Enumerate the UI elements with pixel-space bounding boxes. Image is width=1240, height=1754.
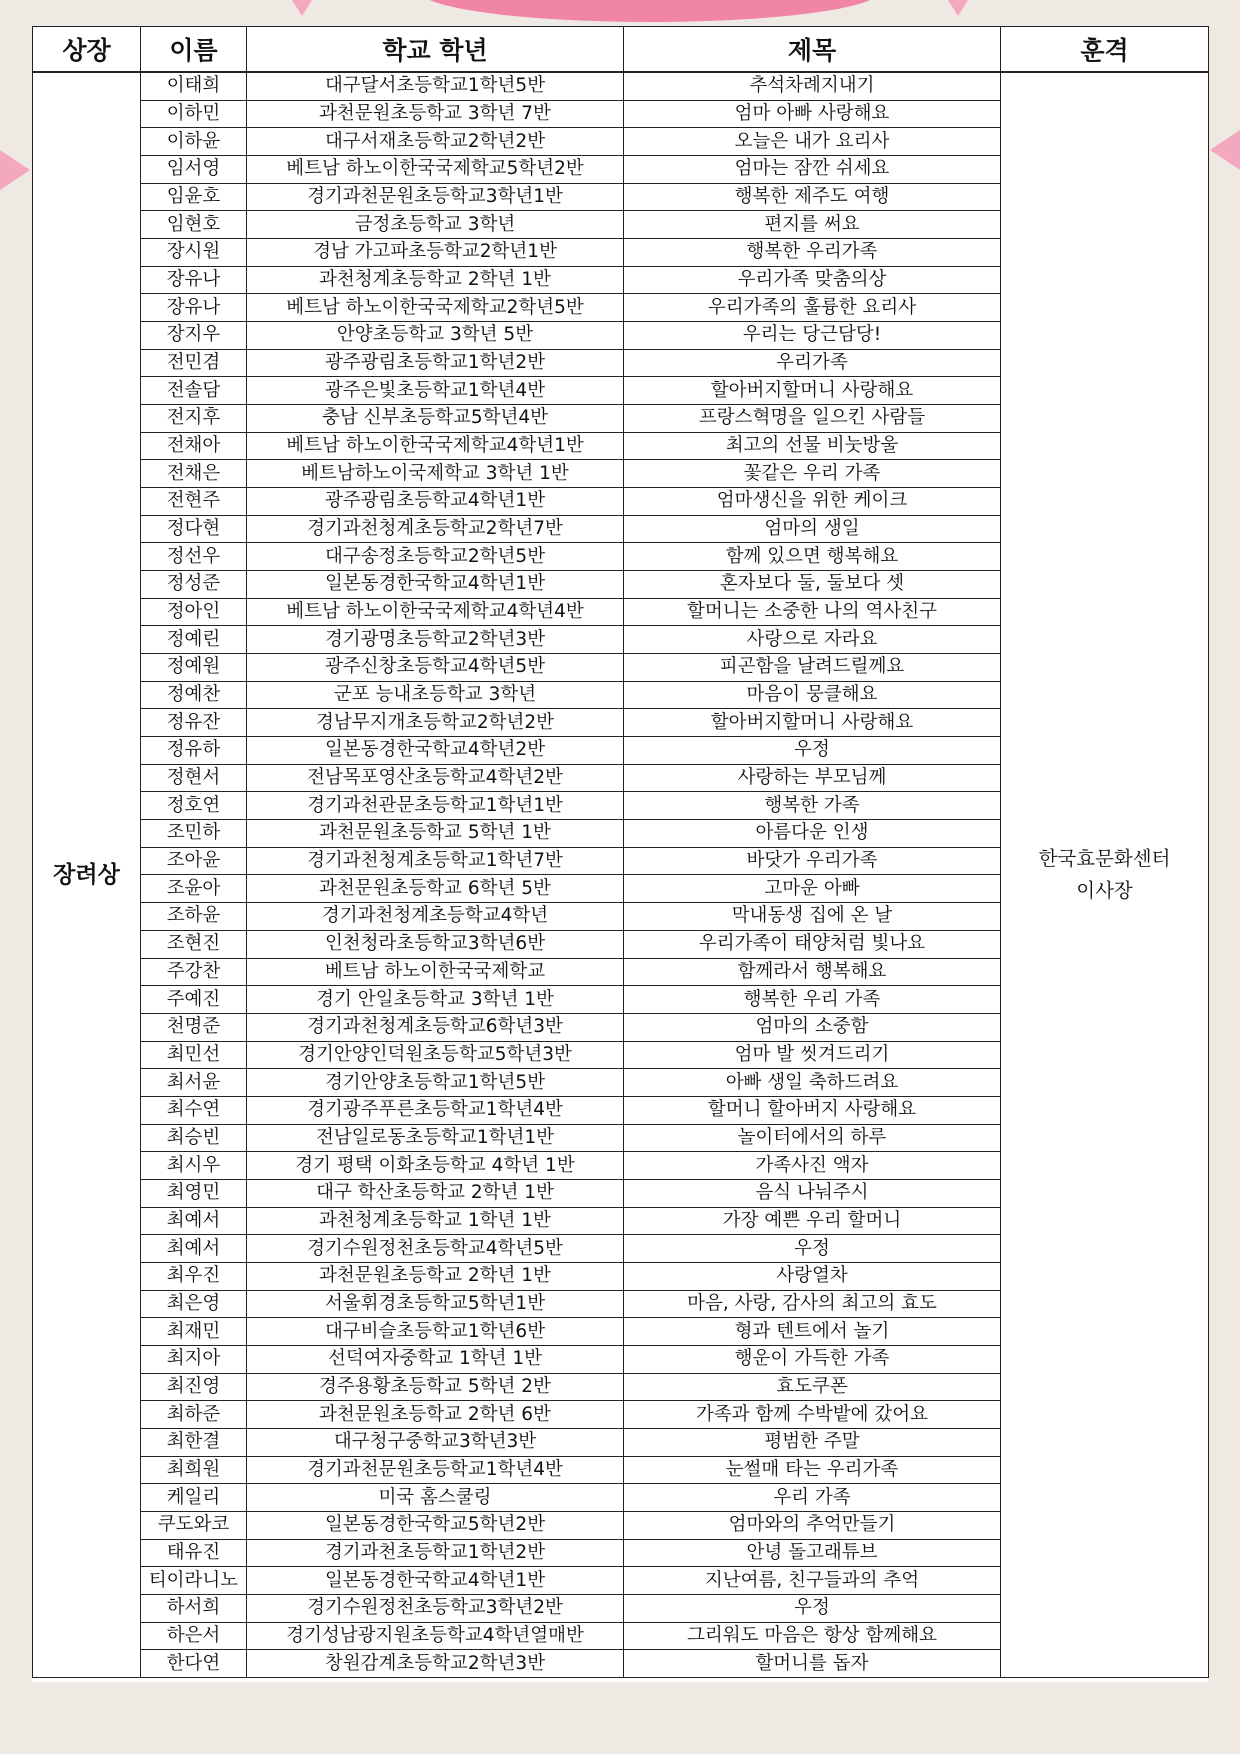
school-grade-cell: 베트남 하노이한국국제학교4학년1반 <box>247 432 624 460</box>
school-grade-cell: 과천문원초등학교 3학년 7반 <box>247 100 624 128</box>
student-name-cell: 조윤아 <box>141 875 247 903</box>
school-grade-cell: 경기광명초등학교2학년3반 <box>247 626 624 654</box>
school-grade-cell: 경기 안일초등학교 3학년 1반 <box>247 986 624 1014</box>
school-grade-cell: 과천문원초등학교 6학년 5반 <box>247 875 624 903</box>
school-grade-cell: 선덕여자중학교 1학년 1반 <box>247 1345 624 1373</box>
school-grade-cell: 경기 평택 이화초등학교 4학년 1반 <box>247 1152 624 1180</box>
student-name-cell: 최수연 <box>141 1096 247 1124</box>
student-name-cell: 케일리 <box>141 1484 247 1512</box>
work-title-cell: 행복한 가족 <box>624 792 1001 820</box>
student-name-cell: 최승빈 <box>141 1124 247 1152</box>
school-grade-cell: 안양초등학교 3학년 5반 <box>247 322 624 350</box>
work-title-cell: 할머니는 소중한 나의 역사친구 <box>624 598 1001 626</box>
school-grade-cell: 광주신창초등학교4학년5반 <box>247 654 624 682</box>
student-name-cell: 임서영 <box>141 156 247 184</box>
student-name-cell: 전채은 <box>141 460 247 488</box>
header-school: 학교 학년 <box>247 27 624 73</box>
student-name-cell: 조아윤 <box>141 847 247 875</box>
school-grade-cell: 대구달서초등학교1학년5반 <box>247 72 624 100</box>
bunting-flag-left <box>0 150 30 190</box>
student-name-cell: 주예진 <box>141 986 247 1014</box>
work-title-cell: 아빠 생일 축하드려요 <box>624 1069 1001 1097</box>
student-name-cell: 전채아 <box>141 432 247 460</box>
work-title-cell: 할아버지할머니 사랑해요 <box>624 377 1001 405</box>
student-name-cell: 이하민 <box>141 100 247 128</box>
work-title-cell: 엄마 아빠 사랑해요 <box>624 100 1001 128</box>
student-name-cell: 전현주 <box>141 488 247 516</box>
student-name-cell: 이태희 <box>141 72 247 100</box>
student-name-cell: 하서희 <box>141 1594 247 1622</box>
work-title-cell: 평범한 주말 <box>624 1428 1001 1456</box>
school-grade-cell: 과천청계초등학교 1학년 1반 <box>247 1207 624 1235</box>
student-name-cell: 정예원 <box>141 654 247 682</box>
student-name-cell: 전지후 <box>141 405 247 433</box>
work-title-cell: 엄마의 소중함 <box>624 1013 1001 1041</box>
student-name-cell: 임현호 <box>141 211 247 239</box>
work-title-cell: 고마운 아빠 <box>624 875 1001 903</box>
student-name-cell: 정아인 <box>141 598 247 626</box>
student-name-cell: 정현서 <box>141 764 247 792</box>
student-name-cell: 최지아 <box>141 1345 247 1373</box>
student-name-cell: 최하준 <box>141 1401 247 1429</box>
work-title-cell: 우리 가족 <box>624 1484 1001 1512</box>
work-title-cell: 할머니를 돕자 <box>624 1650 1001 1678</box>
school-grade-cell: 창원감계초등학교2학년3반 <box>247 1650 624 1678</box>
work-title-cell: 함께라서 행복해요 <box>624 958 1001 986</box>
work-title-cell: 효도쿠폰 <box>624 1373 1001 1401</box>
work-title-cell: 행복한 우리가족 <box>624 239 1001 267</box>
school-grade-cell: 경기과천초등학교1학년2반 <box>247 1539 624 1567</box>
work-title-cell: 혼자보다 둘, 둘보다 셋 <box>624 571 1001 599</box>
endorser-line2: 이사장 <box>1076 878 1133 902</box>
school-grade-cell: 경기과천청계초등학교1학년7반 <box>247 847 624 875</box>
student-name-cell: 쿠도와코 <box>141 1511 247 1539</box>
student-name-cell: 정유잔 <box>141 709 247 737</box>
school-grade-cell: 경주용황초등학교 5학년 2반 <box>247 1373 624 1401</box>
school-grade-cell: 광주은빛초등학교1학년4반 <box>247 377 624 405</box>
header-award: 상장 <box>33 27 141 73</box>
award-name-cell: 장려상 <box>33 72 141 1677</box>
work-title-cell: 우리가족 맞춤의상 <box>624 266 1001 294</box>
work-title-cell: 우리가족이 태양처럼 빛나요 <box>624 930 1001 958</box>
school-grade-cell: 베트남 하노이한국국제학교5학년2반 <box>247 156 624 184</box>
school-grade-cell: 경기광주푸른초등학교1학년4반 <box>247 1096 624 1124</box>
work-title-cell: 가장 예쁜 우리 할머니 <box>624 1207 1001 1235</box>
decorative-banner <box>420 0 880 22</box>
student-name-cell: 정호연 <box>141 792 247 820</box>
school-grade-cell: 경기안양인덕원초등학교5학년3반 <box>247 1041 624 1069</box>
school-grade-cell: 베트남 하노이한국국제학교2학년5반 <box>247 294 624 322</box>
work-title-cell: 최고의 선물 비눗방울 <box>624 432 1001 460</box>
school-grade-cell: 경기과천관문초등학교1학년1반 <box>247 792 624 820</box>
student-name-cell: 조민하 <box>141 820 247 848</box>
student-name-cell: 정선우 <box>141 543 247 571</box>
work-title-cell: 행운이 가득한 가족 <box>624 1345 1001 1373</box>
header-title: 제목 <box>624 27 1001 73</box>
work-title-cell: 놀이터에서의 하루 <box>624 1124 1001 1152</box>
award-table <box>32 26 1209 1678</box>
school-grade-cell: 일본동경한국학교4학년2반 <box>247 737 624 765</box>
school-grade-cell: 미국 홈스쿨링 <box>247 1484 624 1512</box>
school-grade-cell: 경기수원정천초등학교4학년5반 <box>247 1235 624 1263</box>
student-name-cell: 최한결 <box>141 1428 247 1456</box>
work-title-cell: 우정 <box>624 1594 1001 1622</box>
student-name-cell: 장지우 <box>141 322 247 350</box>
award-list-sheet <box>32 26 1208 1682</box>
table-row <box>33 72 1209 100</box>
student-name-cell: 최우진 <box>141 1262 247 1290</box>
work-title-cell: 함께 있으면 행복해요 <box>624 543 1001 571</box>
header-endorser: 훈격 <box>1001 27 1209 73</box>
school-grade-cell: 경기과천청계초등학교2학년7반 <box>247 515 624 543</box>
student-name-cell: 정예찬 <box>141 681 247 709</box>
school-grade-cell: 광주광림초등학교1학년2반 <box>247 349 624 377</box>
school-grade-cell: 경기안양초등학교1학년5반 <box>247 1069 624 1097</box>
work-title-cell: 바닷가 우리가족 <box>624 847 1001 875</box>
work-title-cell: 가족사진 액자 <box>624 1152 1001 1180</box>
student-name-cell: 조현진 <box>141 930 247 958</box>
work-title-cell: 할머니 할아버지 사랑해요 <box>624 1096 1001 1124</box>
school-grade-cell: 금정초등학교 3학년 <box>247 211 624 239</box>
student-name-cell: 주강찬 <box>141 958 247 986</box>
school-grade-cell: 경기과천청계초등학교4학년 <box>247 903 624 931</box>
school-grade-cell: 경기성남광지원초등학교4학년열매반 <box>247 1622 624 1650</box>
student-name-cell: 최희원 <box>141 1456 247 1484</box>
student-name-cell: 최은영 <box>141 1290 247 1318</box>
student-name-cell: 장유나 <box>141 294 247 322</box>
student-name-cell: 천명준 <box>141 1013 247 1041</box>
school-grade-cell: 대구서재초등학교2학년2반 <box>247 128 624 156</box>
work-title-cell: 아름다운 인생 <box>624 820 1001 848</box>
school-grade-cell: 과천청계초등학교 2학년 1반 <box>247 266 624 294</box>
school-grade-cell: 대구비슬초등학교1학년6반 <box>247 1318 624 1346</box>
school-grade-cell: 일본동경한국학교4학년1반 <box>247 571 624 599</box>
student-name-cell: 한다연 <box>141 1650 247 1678</box>
work-title-cell: 꽃같은 우리 가족 <box>624 460 1001 488</box>
work-title-cell: 우리가족 <box>624 349 1001 377</box>
school-grade-cell: 서울휘경초등학교5학년1반 <box>247 1290 624 1318</box>
work-title-cell: 할아버지할머니 사랑해요 <box>624 709 1001 737</box>
work-title-cell: 우리가족의 훌륭한 요리사 <box>624 294 1001 322</box>
header-row <box>33 27 1209 73</box>
school-grade-cell: 경남무지개초등학교2학년2반 <box>247 709 624 737</box>
work-title-cell: 엄마는 잠깐 쉬세요 <box>624 156 1001 184</box>
student-name-cell: 정예린 <box>141 626 247 654</box>
student-name-cell: 하은서 <box>141 1622 247 1650</box>
work-title-cell: 사랑으로 자라요 <box>624 626 1001 654</box>
student-name-cell: 최예서 <box>141 1235 247 1263</box>
header-name: 이름 <box>141 27 247 73</box>
work-title-cell: 사랑하는 부모님께 <box>624 764 1001 792</box>
school-grade-cell: 경기과천문원초등학교1학년4반 <box>247 1456 624 1484</box>
work-title-cell: 우정 <box>624 1235 1001 1263</box>
work-title-cell: 엄마 발 씻겨드리기 <box>624 1041 1001 1069</box>
work-title-cell: 우정 <box>624 737 1001 765</box>
student-name-cell: 정유하 <box>141 737 247 765</box>
student-name-cell: 정다현 <box>141 515 247 543</box>
work-title-cell: 행복한 제주도 여행 <box>624 183 1001 211</box>
student-name-cell: 티이라니노 <box>141 1567 247 1595</box>
work-title-cell: 프랑스혁명을 일으킨 사람들 <box>624 405 1001 433</box>
student-name-cell: 최재민 <box>141 1318 247 1346</box>
student-name-cell: 전솔담 <box>141 377 247 405</box>
school-grade-cell: 경기수원정천초등학교3학년2반 <box>247 1594 624 1622</box>
school-grade-cell: 경기과천문원초등학교3학년1반 <box>247 183 624 211</box>
work-title-cell: 마음이 뭉클해요 <box>624 681 1001 709</box>
work-title-cell: 지난여름, 친구들과의 추억 <box>624 1567 1001 1595</box>
school-grade-cell: 충남 신부초등학교5학년4반 <box>247 405 624 433</box>
table-body <box>33 72 1209 1677</box>
work-title-cell: 편지를 써요 <box>624 211 1001 239</box>
school-grade-cell: 대구 학산초등학교 2학년 1반 <box>247 1179 624 1207</box>
work-title-cell: 그리워도 마음은 항상 함께해요 <box>624 1622 1001 1650</box>
school-grade-cell: 대구청구중학교3학년3반 <box>247 1428 624 1456</box>
school-grade-cell: 일본동경한국학교4학년1반 <box>247 1567 624 1595</box>
student-name-cell: 최예서 <box>141 1207 247 1235</box>
work-title-cell: 막내동생 집에 온 날 <box>624 903 1001 931</box>
student-name-cell: 최진영 <box>141 1373 247 1401</box>
work-title-cell: 우리는 당근담당! <box>624 322 1001 350</box>
work-title-cell: 사랑열차 <box>624 1262 1001 1290</box>
school-grade-cell: 대구송정초등학교2학년5반 <box>247 543 624 571</box>
student-name-cell: 최영민 <box>141 1179 247 1207</box>
work-title-cell: 오늘은 내가 요리사 <box>624 128 1001 156</box>
school-grade-cell: 과천문원초등학교 5학년 1반 <box>247 820 624 848</box>
student-name-cell: 최민선 <box>141 1041 247 1069</box>
school-grade-cell: 일본동경한국학교5학년2반 <box>247 1511 624 1539</box>
work-title-cell: 눈썰매 타는 우리가족 <box>624 1456 1001 1484</box>
school-grade-cell: 베트남 하노이한국국제학교 <box>247 958 624 986</box>
school-grade-cell: 전남일로동초등학교1학년1반 <box>247 1124 624 1152</box>
school-grade-cell: 베트남 하노이한국국제학교4학년4반 <box>247 598 624 626</box>
student-name-cell: 최시우 <box>141 1152 247 1180</box>
school-grade-cell: 광주광림초등학교4학년1반 <box>247 488 624 516</box>
student-name-cell: 정성준 <box>141 571 247 599</box>
school-grade-cell: 전남목포영산초등학교4학년2반 <box>247 764 624 792</box>
student-name-cell: 임윤호 <box>141 183 247 211</box>
work-title-cell: 형과 텐트에서 놀기 <box>624 1318 1001 1346</box>
bunting-flag-top-right <box>948 0 968 16</box>
student-name-cell: 이하윤 <box>141 128 247 156</box>
student-name-cell: 장시원 <box>141 239 247 267</box>
endorser-line1: 한국효문화센터 <box>1038 846 1171 870</box>
work-title-cell: 행복한 우리 가족 <box>624 986 1001 1014</box>
work-title-cell: 마음, 사랑, 감사의 최고의 효도 <box>624 1290 1001 1318</box>
work-title-cell: 엄마와의 추억만들기 <box>624 1511 1001 1539</box>
school-grade-cell: 군포 능내초등학교 3학년 <box>247 681 624 709</box>
endorser-cell <box>1001 72 1209 1677</box>
school-grade-cell: 과천문원초등학교 2학년 1반 <box>247 1262 624 1290</box>
student-name-cell: 최서윤 <box>141 1069 247 1097</box>
work-title-cell: 안녕 돌고래튜브 <box>624 1539 1001 1567</box>
bunting-flag-right <box>1210 130 1240 170</box>
work-title-cell: 추석차례지내기 <box>624 72 1001 100</box>
student-name-cell: 태유진 <box>141 1539 247 1567</box>
student-name-cell: 전민겸 <box>141 349 247 377</box>
school-grade-cell: 과천문원초등학교 2학년 6반 <box>247 1401 624 1429</box>
school-grade-cell: 베트남하노이국제학교 3학년 1반 <box>247 460 624 488</box>
student-name-cell: 장유나 <box>141 266 247 294</box>
school-grade-cell: 경남 가고파초등학교2학년1반 <box>247 239 624 267</box>
bunting-flag-top-left <box>292 0 312 16</box>
student-name-cell: 조하윤 <box>141 903 247 931</box>
work-title-cell: 피곤함을 날려드릴께요 <box>624 654 1001 682</box>
work-title-cell: 엄마의 생일 <box>624 515 1001 543</box>
school-grade-cell: 인천청라초등학교3학년6반 <box>247 930 624 958</box>
work-title-cell: 가족과 함께 수박밭에 갔어요 <box>624 1401 1001 1429</box>
work-title-cell: 엄마생신을 위한 케이크 <box>624 488 1001 516</box>
school-grade-cell: 경기과천청계초등학교6학년3반 <box>247 1013 624 1041</box>
work-title-cell: 음식 나눠주시 <box>624 1179 1001 1207</box>
